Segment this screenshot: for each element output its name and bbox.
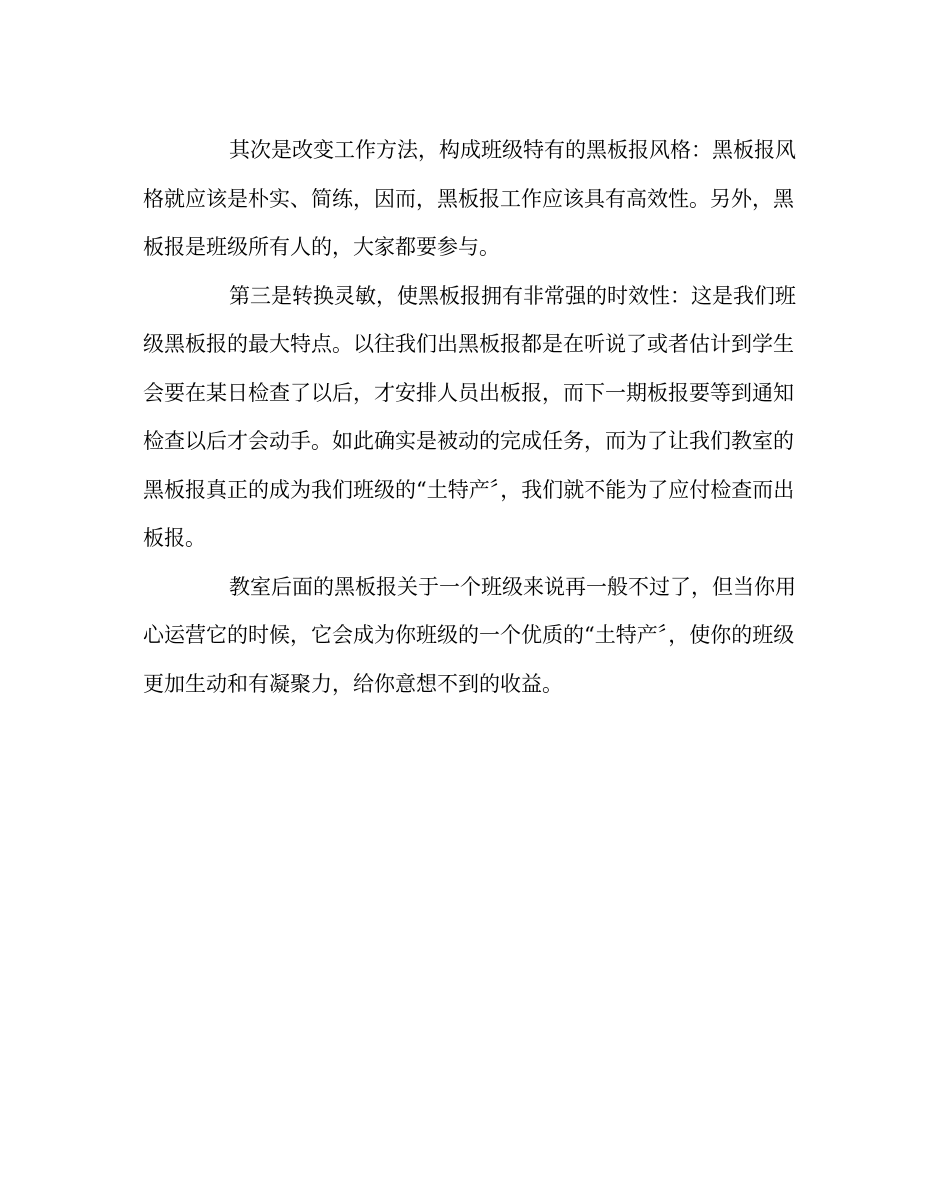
paragraph-work-method: 其次是改变工作方法，构成班级特有的黑板报风格：黑板报风格就应该是朴实、简练，因而，黑板报工作应该具有高效性。另外，黑板报是班级所有人的，大家都要参与。 (143, 138, 796, 259)
document-body (143, 126, 808, 708)
paragraph-conclusion: 教室后面的黑板报关于一个班级来说再一般不过了，但当你用心运营它的时候，它会成为你班级的一个优质的“土特产〞，使你的班级更加生动和有凝聚力，给你意想不到的收益。 (143, 574, 796, 696)
paragraph-timeliness: 第三是转换灵敏，使黑板报拥有非常强的时效性：这是我们班级黑板报的最大特点。以往我们出黑板报都是在听说了或者估计到学生会要在某日检查了以后，才安排人员出板报，而下一期板报要等到通知检查以后才会动手。如此确实是被动的完成任务，而为了让我们教室的黑板报真正的成为我们班级的“土特产〞，我们就不能为了应付检查而出板报。 (143, 283, 796, 550)
